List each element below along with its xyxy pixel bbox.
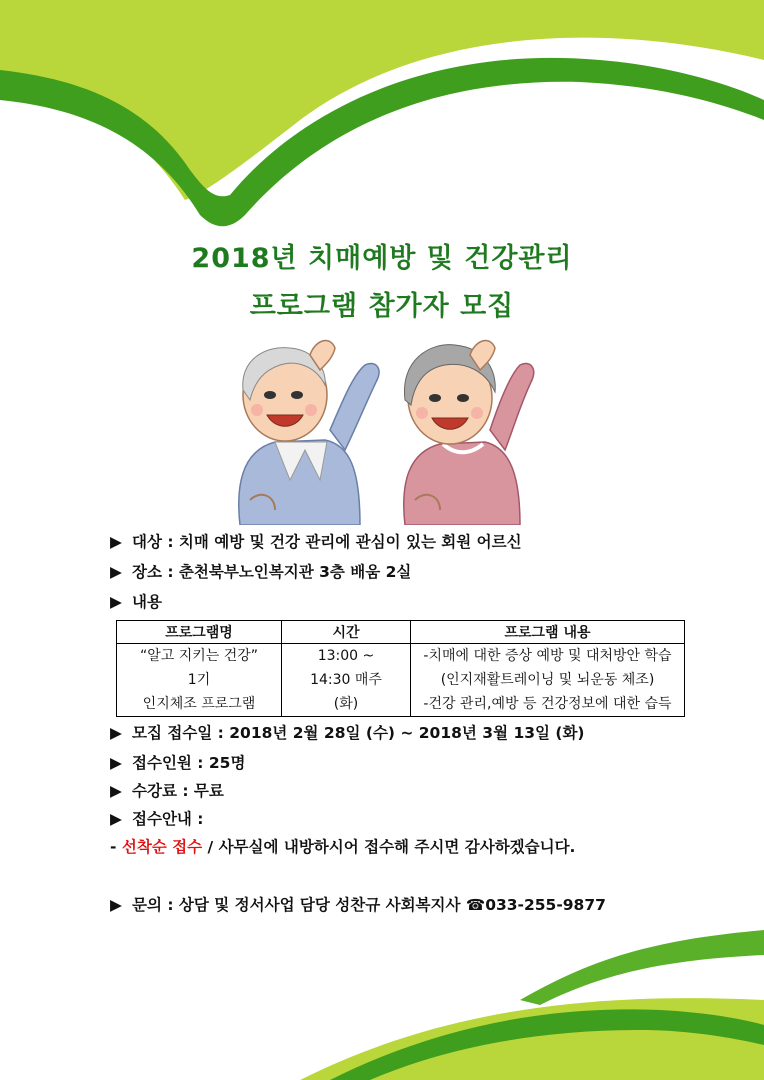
table-cell: 1기 — [117, 668, 282, 692]
table-cell: -치매에 대한 증상 예방 및 대처방안 학습 — [411, 644, 685, 669]
bullet-arrow-icon: ▶ — [110, 782, 122, 800]
info-content — [110, 590, 162, 612]
table-cell: -건강 관리,예방 등 건강정보에 대한 습득 — [411, 692, 685, 717]
page-title-line2: 프로그램 참가자 모집 — [249, 291, 515, 322]
guide-text: 접수안내 : — [132, 810, 204, 828]
bullet-arrow-icon: ▶ — [110, 896, 122, 914]
info-place — [110, 560, 411, 582]
header-time: 시간 — [282, 621, 411, 644]
capacity-text: 접수인원 : 25명 — [132, 754, 246, 772]
table-cell: 인지체조 프로그램 — [117, 692, 282, 717]
header-program-content: 프로그램 내용 — [411, 621, 685, 644]
bullet-arrow-icon: ▶ — [110, 593, 122, 611]
table-cell: “알고 지키는 건강” — [117, 644, 282, 669]
info-contact — [110, 893, 606, 915]
program-table — [116, 620, 685, 717]
table-cell: 14:30 매주 — [282, 668, 411, 692]
contact-text: 문의 : 상담 및 정서사업 담당 성찬규 사회복지사 — [132, 896, 461, 914]
bullet-arrow-icon: ▶ — [110, 563, 122, 581]
phone-icon: ☎ — [465, 896, 486, 914]
grandmother-figure — [404, 341, 534, 525]
table-cell: (인지재활트레이닝 및 뇌운동 체조) — [411, 668, 685, 692]
page-title-line1: 2018년 치매예방 및 건강관리 — [191, 243, 573, 274]
bullet-arrow-icon: ▶ — [110, 754, 122, 772]
place-text: 장소 : 춘천북부노인복지관 3층 배움 2실 — [132, 563, 412, 581]
table-header-row — [117, 621, 685, 644]
fee-text: 수강료 : 무료 — [132, 782, 224, 800]
bullet-arrow-icon: ▶ — [110, 724, 122, 742]
period-text: 모집 접수일 : 2018년 2월 28일 (수) ~ 2018년 3월 13일 (화) — [132, 724, 585, 742]
bullet-arrow-icon: ▶ — [110, 533, 122, 551]
info-target — [110, 530, 522, 552]
table-cell: 13:00 ~ — [282, 644, 411, 669]
content-text: 내용 — [132, 593, 162, 611]
table-row — [117, 692, 685, 717]
info-guide — [110, 807, 204, 829]
exercising-seniors-illustration — [215, 330, 555, 525]
notice-dash: - — [110, 838, 117, 856]
header-program-name: 프로그램명 — [117, 621, 282, 644]
phone-number: 033-255-9877 — [485, 896, 606, 914]
table-cell: (화) — [282, 692, 411, 717]
info-capacity — [110, 751, 245, 773]
grandfather-figure — [239, 341, 379, 525]
notice-rest: / 사무실에 내방하시어 접수해 주시면 감사하겠습니다. — [202, 838, 576, 856]
notice-line — [110, 835, 575, 857]
info-period — [110, 721, 585, 743]
first-come-highlight: 선착순 접수 — [121, 838, 203, 856]
target-text: 대상 : 치매 예방 및 건강 관리에 관심이 있는 회원 어르신 — [132, 533, 522, 551]
info-fee — [110, 779, 224, 801]
table-row — [117, 644, 685, 669]
table-row — [117, 668, 685, 692]
bullet-arrow-icon: ▶ — [110, 810, 122, 828]
